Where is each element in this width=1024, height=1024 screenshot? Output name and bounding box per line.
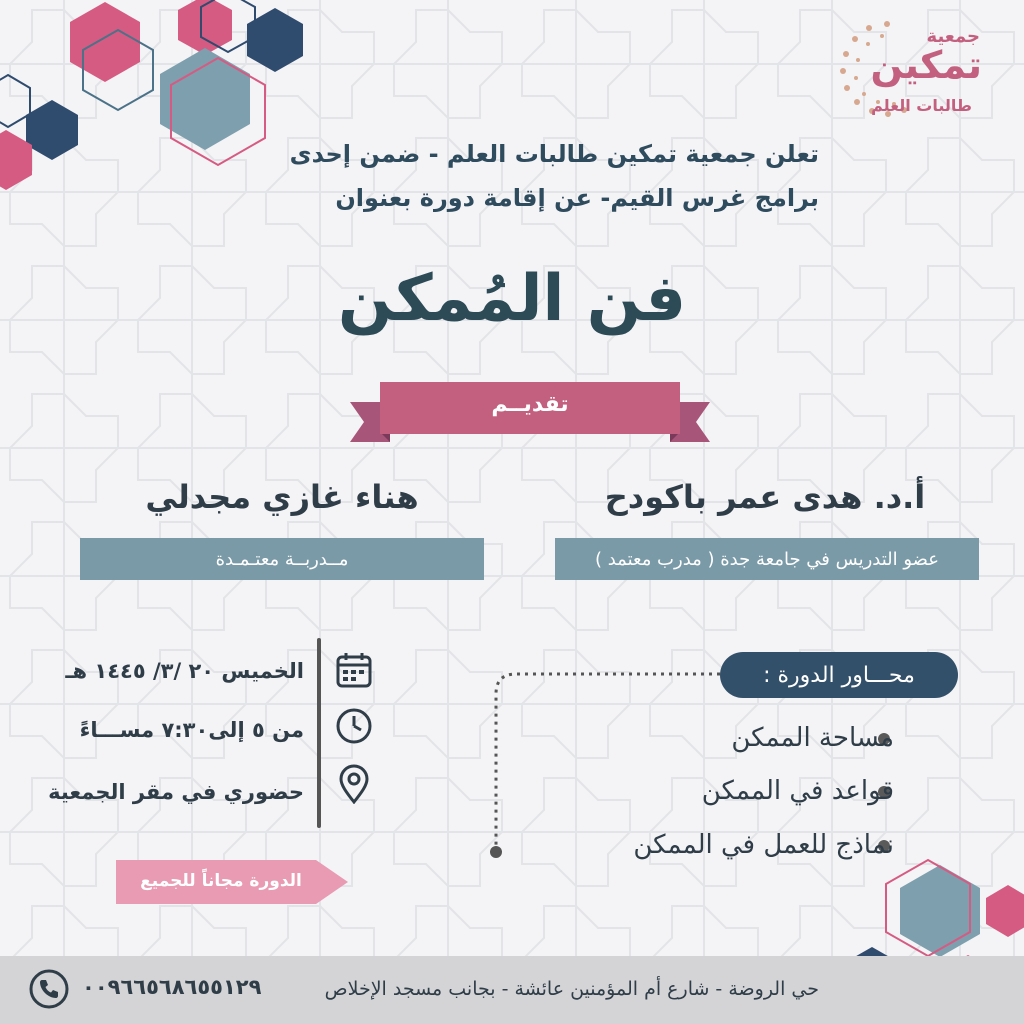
course-title: فن المُمكن	[337, 262, 687, 336]
clock-icon	[334, 706, 374, 746]
axis-item-2: قواعد في الممكن	[701, 776, 894, 806]
time-text: من ٥ إلى٧:٣٠ مســـاءً	[79, 718, 304, 742]
phone-number[interactable]: ٠٠٩٦٦٥٦٨٦٥٥١٢٩	[82, 975, 262, 999]
organization-logo	[832, 14, 1002, 124]
free-course-label: الدورة مجاناً للجميع	[140, 871, 302, 891]
date-text: الخميس ٢٠ /٣/ ١٤٤٥ هـ	[65, 659, 304, 683]
free-course-banner	[116, 860, 348, 904]
logo-text-main: تمكين	[870, 43, 982, 87]
intro-line-1: تعلن جمعية تمكين طالبات العلم - ضمن إحدى	[289, 140, 819, 168]
place-text: حضوري في مقر الجمعية	[48, 780, 304, 804]
axis-item-3: نماذج للعمل في الممكن	[633, 830, 894, 860]
address-text: حي الروضة - شارع أم المؤمنين عائشة - بجانب مسجد الإخلاص	[324, 978, 819, 1000]
calendar-icon	[334, 650, 374, 690]
presenter-2-role: مــدربــة معتـمـدة	[80, 538, 484, 580]
phone-icon	[28, 968, 70, 1010]
presented-by-ribbon	[350, 378, 710, 450]
course-axes-heading: محـــاور الدورة :	[720, 652, 958, 698]
presenter-1-role: عضو التدريس في جامعة جدة ( مدرب معتمد )	[555, 538, 979, 580]
logo-text-top: جمعية	[926, 26, 980, 47]
presenter-2-name: هناء غازي مجدلي	[145, 478, 419, 516]
logo-text-sub: طالبات العلم	[871, 96, 972, 115]
details-divider	[317, 638, 321, 828]
presenter-1-name: أ.د. هدى عمر باكودح	[604, 478, 926, 516]
axis-item-1: مساحة الممكن	[731, 723, 894, 753]
intro-line-2: برامج غرس القيم- عن إقامة دورة بعنوان	[335, 184, 819, 212]
location-pin-icon	[334, 764, 374, 804]
hexagon-decoration-top-left	[0, 0, 320, 200]
ribbon-label: تقديــم	[491, 392, 569, 417]
